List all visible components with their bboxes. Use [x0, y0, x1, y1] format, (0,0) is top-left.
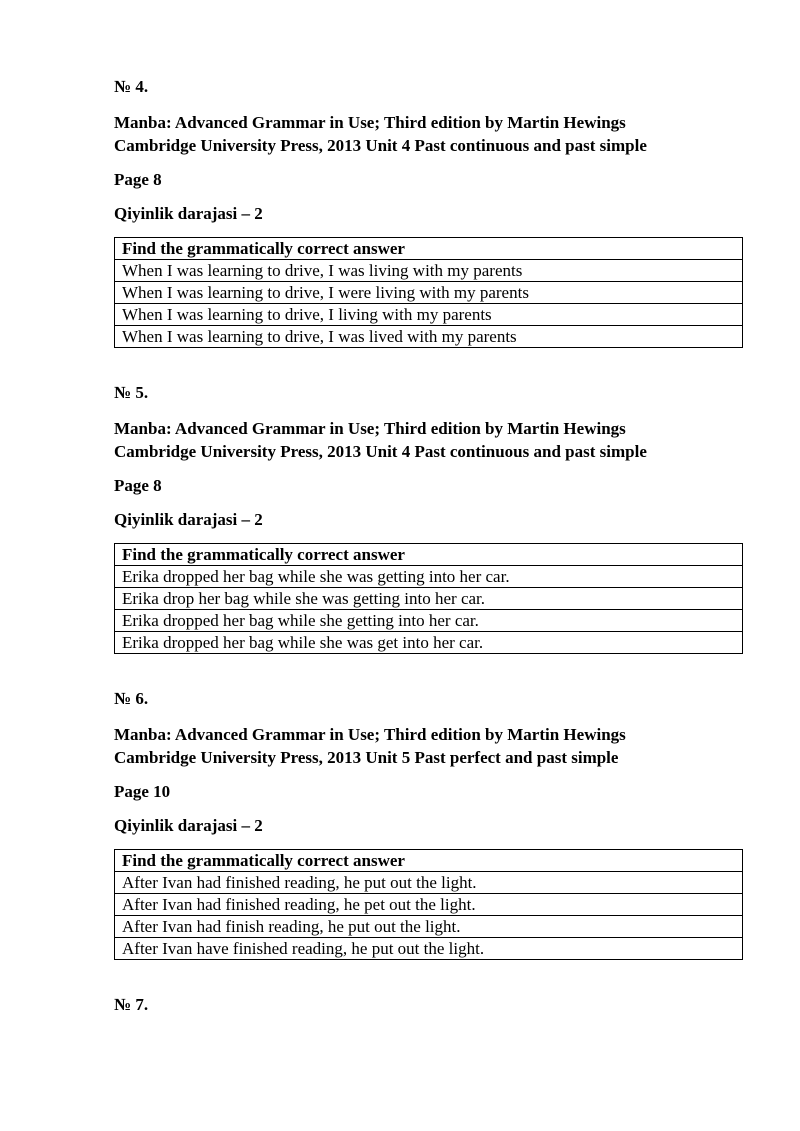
question-number: № 7. [114, 995, 149, 1014]
page-reference: Page 10 [114, 782, 171, 801]
source-reference [114, 417, 744, 463]
source-line-1: Manba: Advanced Grammar in Use; Third edition by Martin Hewings [114, 725, 626, 744]
question-number: № 5. [114, 383, 149, 402]
source-line-2: Cambridge University Press, 2013 Unit 5 Past perfect and past simple [114, 748, 619, 767]
question-block-6 [114, 688, 744, 960]
answer-option: After Ivan had finished reading, he pet out the light. [115, 894, 743, 916]
answer-option: Erika drop her bag while she was getting into her car. [115, 588, 743, 610]
difficulty-level: Qiyinlik darajasi – 2 [114, 510, 263, 529]
question-block-7 [114, 994, 744, 1016]
table-header: Find the grammatically correct answer [115, 850, 743, 872]
answer-option: After Ivan have finished reading, he put out the light. [115, 938, 743, 960]
answer-option: When I was learning to drive, I living with my parents [115, 304, 743, 326]
answer-table [114, 237, 743, 348]
answer-option: When I was learning to drive, I was lived with my parents [115, 326, 743, 348]
answer-table [114, 543, 743, 654]
answer-table [114, 849, 743, 960]
difficulty-level: Qiyinlik darajasi – 2 [114, 816, 263, 835]
question-number: № 4. [114, 77, 149, 96]
answer-option: Erika dropped her bag while she was get into her car. [115, 632, 743, 654]
table-header: Find the grammatically correct answer [115, 238, 743, 260]
source-line-1: Manba: Advanced Grammar in Use; Third edition by Martin Hewings [114, 419, 626, 438]
answer-option: After Ivan had finished reading, he put out the light. [115, 872, 743, 894]
document-page [114, 76, 744, 1050]
source-line-2: Cambridge University Press, 2013 Unit 4 Past continuous and past simple [114, 442, 647, 461]
difficulty-level: Qiyinlik darajasi – 2 [114, 204, 263, 223]
answer-option: Erika dropped her bag while she getting into her car. [115, 610, 743, 632]
table-header: Find the grammatically correct answer [115, 544, 743, 566]
source-reference [114, 111, 744, 157]
source-reference [114, 723, 744, 769]
source-line-2: Cambridge University Press, 2013 Unit 4 Past continuous and past simple [114, 136, 647, 155]
answer-option: When I was learning to drive, I were living with my parents [115, 282, 743, 304]
answer-option: When I was learning to drive, I was living with my parents [115, 260, 743, 282]
question-block-4 [114, 76, 744, 348]
question-block-5 [114, 382, 744, 654]
answer-option: After Ivan had finish reading, he put out the light. [115, 916, 743, 938]
page-reference: Page 8 [114, 476, 162, 495]
question-number: № 6. [114, 689, 149, 708]
answer-option: Erika dropped her bag while she was getting into her car. [115, 566, 743, 588]
source-line-1: Manba: Advanced Grammar in Use; Third edition by Martin Hewings [114, 113, 626, 132]
page-reference: Page 8 [114, 170, 162, 189]
